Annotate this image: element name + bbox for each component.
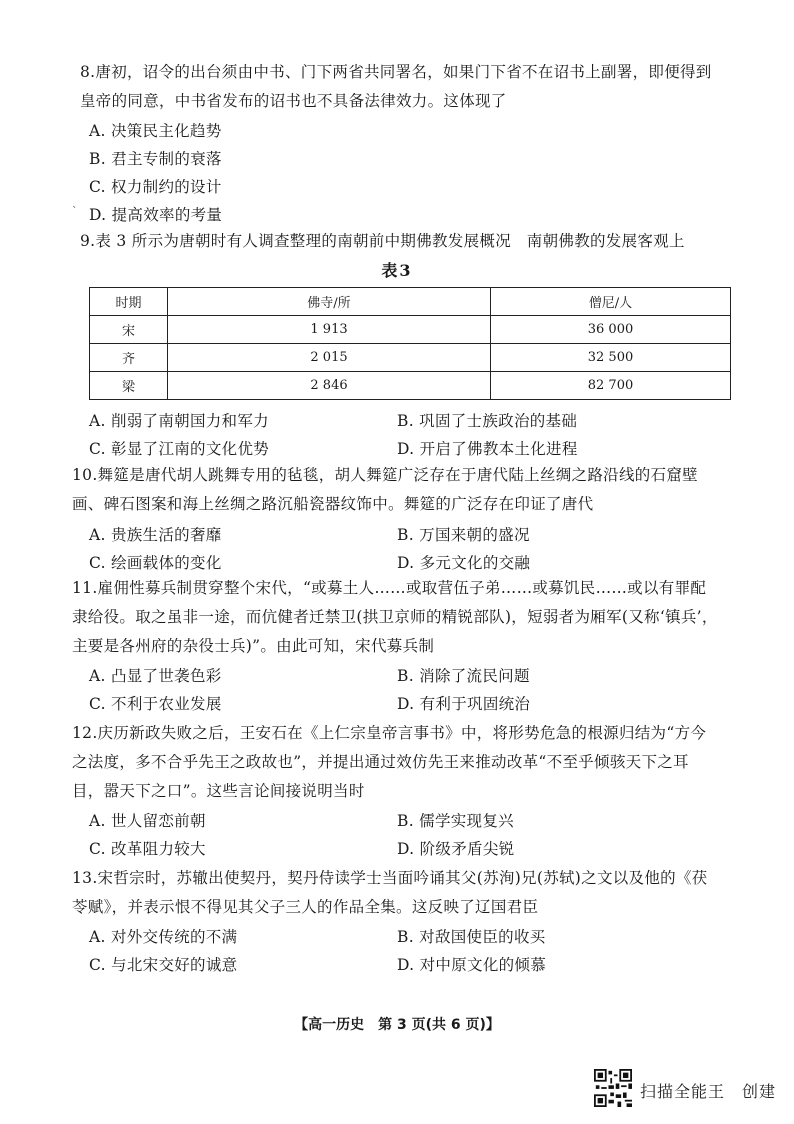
table-cell: 82 700 — [491, 372, 731, 400]
question-9-option-a: A. 削弱了南朝国力和军力 — [89, 412, 269, 430]
table-cell: 2 015 — [168, 344, 491, 372]
question-10-option-d: D. 多元文化的交融 — [397, 554, 531, 572]
scanner-watermark — [594, 1070, 776, 1110]
question-13-option-b: B. 对敌国使臣的收买 — [397, 928, 546, 946]
table-cell: 36 000 — [491, 316, 731, 344]
table-cell: 齐 — [90, 344, 168, 372]
table-row — [90, 372, 731, 400]
table-row — [90, 316, 731, 344]
question-8-option-c: C. 权力制约的设计 — [89, 178, 222, 196]
table-header-row — [90, 288, 731, 316]
question-11-option-a: A. 凸显了世袭色彩 — [89, 667, 222, 685]
question-12-option-a: A. 世人留恋前朝 — [89, 812, 206, 830]
question-8-option-a: A. 决策民主化趋势 — [89, 122, 222, 140]
question-13-option-a: A. 对外交传统的不满 — [89, 928, 238, 946]
table-cell: 32 500 — [491, 344, 731, 372]
question-9-option-b: B. 巩固了士族政治的基础 — [397, 412, 578, 430]
question-9-stem: 9.表 3 所示为唐朝时有人调查整理的南朝前中期佛教发展概况 南朝佛教的发展客观上 — [80, 232, 685, 250]
question-12-stem: 12.庆历新政失败之后，王安石在《上仁宗皇帝言事书》中，将形势危急的根源归结为“方今之法度，多不合乎先王之政故也”，并提出通过效仿先王来推动改革“不至乎倾骇天下之耳目，嚣天下之口”。这些言论间接说明当时 — [72, 724, 707, 800]
table-row — [90, 344, 731, 372]
question-8-stem: 8.唐初，诏令的出台须由中书、门下两省共同署名，如果门下省不在诏书上副署，即便得到皇帝的同意，中书省发布的诏书也不具备法律效力。这体现了 — [80, 63, 712, 110]
question-10-option-c: C. 绘画载体的变化 — [89, 554, 222, 572]
question-10-option-b: B. 万国来朝的盛况 — [397, 526, 530, 544]
table-header-cell: 僧尼/人 — [491, 288, 731, 316]
scan-speck: ` — [72, 205, 78, 218]
table-caption: 表3 — [381, 261, 413, 280]
watermark-text: 扫描全能王 创建 — [640, 1081, 777, 1101]
table-cell: 梁 — [90, 372, 168, 400]
question-13-option-c: C. 与北宋交好的诚意 — [89, 956, 238, 974]
page-footer: 【高一历史 第 3 页(共 6 页)】 — [294, 1017, 500, 1033]
question-11-option-b: B. 消除了流民问题 — [397, 667, 530, 685]
question-10-option-a: A. 贵族生活的奢靡 — [89, 526, 222, 544]
question-12-option-d: D. 阶级矛盾尖锐 — [397, 840, 515, 858]
question-10-stem: 10.舞筵是唐代胡人跳舞专用的毡毯，胡人舞筵广泛存在于唐代陆上丝绸之路沿线的石窟壁画、碑石图案和海上丝绸之路沉船瓷器纹饰中。舞筵的广泛存在印证了唐代 — [72, 466, 698, 513]
question-11-option-d: D. 有利于巩固统治 — [397, 695, 531, 713]
table-cell: 宋 — [90, 316, 168, 344]
question-13-option-d: D. 对中原文化的倾慕 — [397, 956, 547, 974]
table-cell: 1 913 — [168, 316, 491, 344]
table-header-cell: 时期 — [90, 288, 168, 316]
question-12-option-c: C. 改革阻力较大 — [89, 840, 206, 858]
question-9-option-d: D. 开启了佛教本土化进程 — [397, 440, 578, 458]
table-header-cell: 佛寺/所 — [168, 288, 491, 316]
question-13-stem: 13.宋哲宗时，苏辙出使契丹，契丹侍读学士当面吟诵其父(苏洵)兄(苏轼)之文以及他的《茯苓赋》，并表示恨不得见其父子三人的作品全集。这反映了辽国君臣 — [72, 869, 708, 916]
qr-code-icon — [594, 1069, 632, 1111]
question-9-option-c: C. 彰显了江南的文化优势 — [89, 440, 270, 458]
question-8-option-b: B. 君主专制的衰落 — [89, 150, 222, 168]
table-cell: 2 846 — [168, 372, 491, 400]
question-12-option-b: B. 儒学实现复兴 — [397, 812, 514, 830]
question-11-stem: 11.雇佣性募兵制贯穿整个宋代，“或募土人……或取营伍子弟……或募饥民……或以有罪配隶给役。取之虽非一途，而伉健者迁禁卫(拱卫京师的精锐部队)，短弱者为厢军(又称‘镇兵’，主要是各州府的杂役士兵)”。由此可知，宋代募兵制 — [72, 579, 718, 655]
data-table — [89, 287, 731, 400]
question-11-option-c: C. 不利于农业发展 — [89, 695, 222, 713]
question-8-option-d: D. 提高效率的考量 — [89, 206, 223, 224]
